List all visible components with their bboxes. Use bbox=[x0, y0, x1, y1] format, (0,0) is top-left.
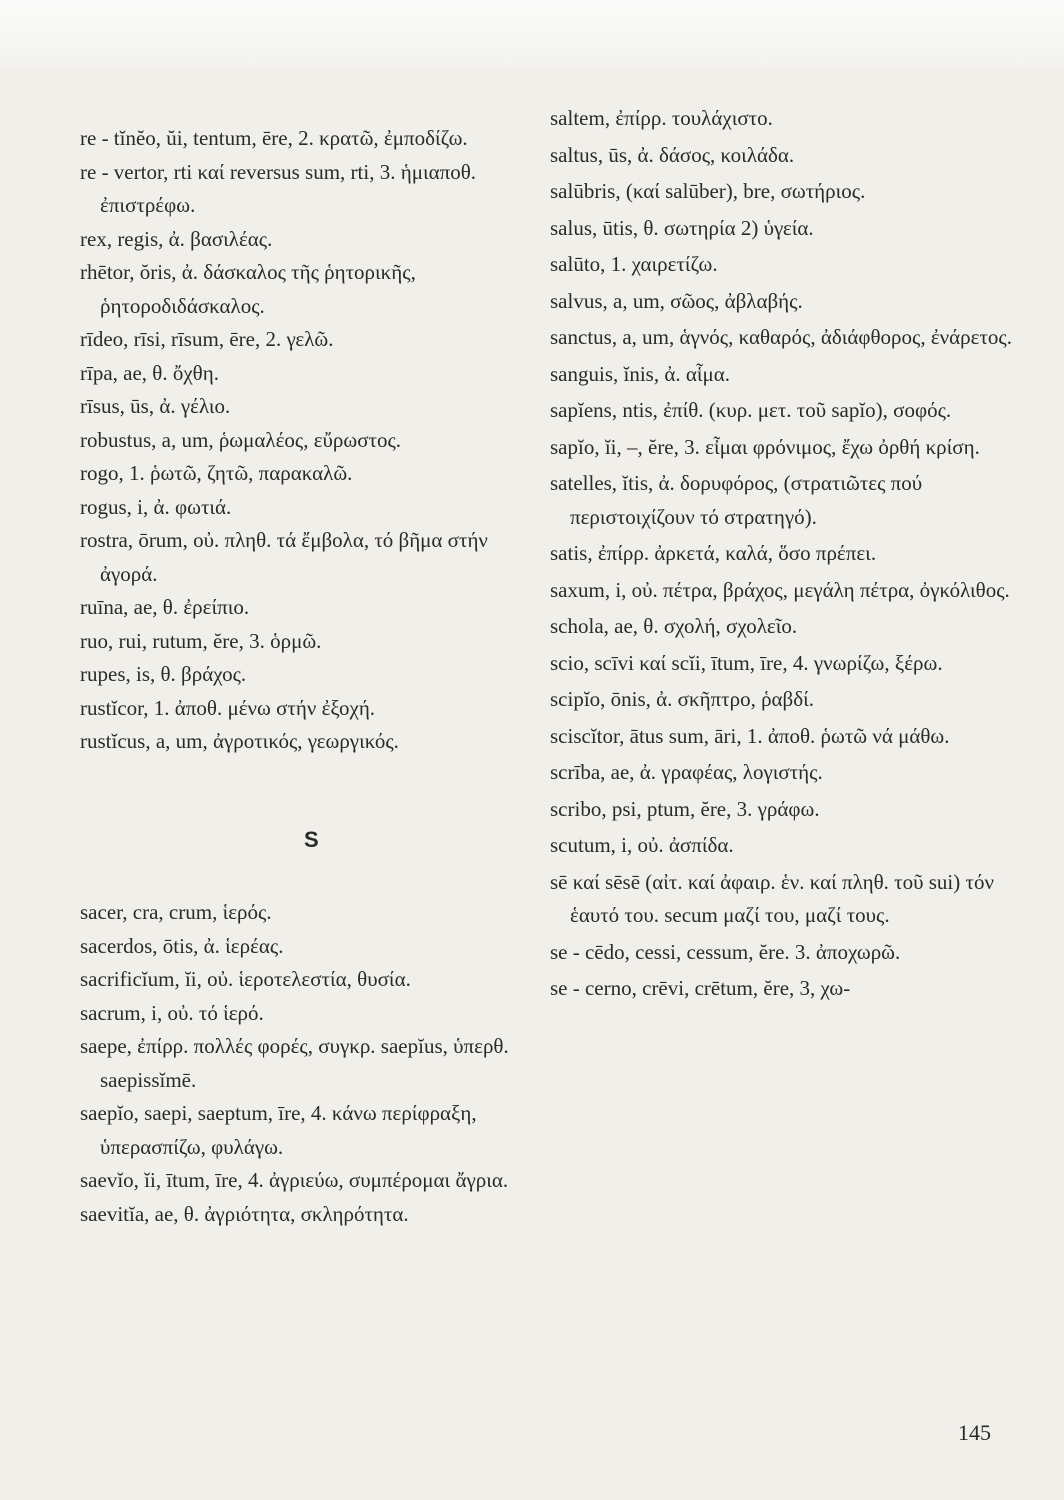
dictionary-entry: sacer, cra, crum, ἱερός. bbox=[80, 900, 272, 924]
dictionary-entry: scrība, ae, ἀ. γραφέας, λογιστής. bbox=[550, 760, 823, 784]
dictionary-entry: sacrum, i, οὐ. τό ἱερό. bbox=[80, 1000, 264, 1025]
dictionary-entry: sciscĭtor, ātus sum, āri, 1. ἀποθ. ῥωτῶ νά μάθω. bbox=[550, 723, 950, 748]
dictionary-entry: rīpa, ae, θ. ὄχθη. bbox=[80, 360, 219, 385]
dictionary-entry: salūbris, (καί salūber), bre, σωτήριος. bbox=[550, 179, 866, 203]
dictionary-entry: ruo, rui, rutum, ĕre, 3. ὁρμῶ. bbox=[80, 628, 322, 653]
dictionary-entry: se - cerno, crēvi, crētum, ĕre, 3, χω- bbox=[550, 976, 851, 1000]
right-column bbox=[550, 0, 1020, 1009]
dictionary-entry: saepe, ἐπίρρ. πολλές φορές, συγκρ. saepĭus, ὑπερθ. saepissĭmē. bbox=[80, 1034, 509, 1092]
dictionary-entry: saltem, ἐπίρρ. τουλάχιστο. bbox=[550, 106, 773, 130]
dictionary-entry: rhētor, ŏris, ἀ. δάσκαλος τῆς ῥητορικῆς, ῥητοροδιδάσκαλος. bbox=[80, 260, 416, 318]
dictionary-entry: saevĭo, ĭi, ītum, īre, 4. ἀγριεύω, συμπέρομαι ἄγρια. bbox=[80, 1168, 509, 1192]
left-column bbox=[80, 0, 550, 1231]
dictionary-entry: rustĭcor, 1. ἀποθ. μένω στήν ἐξοχή. bbox=[80, 695, 376, 720]
dictionary-entry: satelles, ĭtis, ἀ. δορυφόρος, (στρατιῶτες πού περιστοιχίζουν τό στρατηγό). bbox=[550, 471, 923, 529]
dictionary-entry: salus, ūtis, θ. σωτηρία 2) ὑγεία. bbox=[550, 215, 814, 240]
dictionary-entry: sacrificĭum, ĭi, οὐ. ἱεροτελεστία, θυσία. bbox=[80, 967, 411, 991]
dictionary-entry: scio, scīvi καί scĭi, ītum, īre, 4. γνωρίζω, ξέρω. bbox=[550, 650, 943, 675]
dictionary-entry: saxum, i, οὐ. πέτρα, βράχος, μεγάλη πέτρα, ὀγκόλιθος. bbox=[550, 577, 1010, 602]
dictionary-entry: re - tĭnĕo, ŭi, tentum, ēre, 2. κρατῶ, ἐμποδίζω. bbox=[80, 126, 468, 150]
dictionary-entry: scipĭo, ōnis, ἀ. σκῆπτρο, ῥαβδί. bbox=[550, 687, 815, 711]
dictionary-entry: rostra, ōrum, οὐ. πληθ. τά ἔμβολα, τό βῆμα στήν ἀγορά. bbox=[80, 528, 488, 586]
dictionary-entry: scutum, i, οὐ. ἀσπίδα. bbox=[550, 833, 734, 857]
dictionary-entry: rustĭcus, a, um, ἀγροτικός, γεωργικός. bbox=[80, 729, 399, 753]
dictionary-entry: sapĭens, ntis, ἐπίθ. (κυρ. μετ. τοῦ sapĭo), σοφός. bbox=[550, 398, 952, 422]
dictionary-entry: rupes, is, θ. βράχος. bbox=[80, 662, 247, 686]
dictionary-entry: rīsus, ūs, ἀ. γέλιο. bbox=[80, 394, 231, 418]
dictionary-entry: scribo, psi, ptum, ĕre, 3. γράφω. bbox=[550, 796, 820, 821]
dictionary-entry: rīdeo, rīsi, rīsum, ēre, 2. γελῶ. bbox=[80, 327, 334, 351]
dictionary-entry: saepĭo, saepi, saeptum, īre, 4. κάνω περίφραξη, ὑπερασπίζω, φυλάγω. bbox=[80, 1101, 477, 1159]
page-number: 145 bbox=[958, 1420, 991, 1445]
dictionary-entry: rogo, 1. ῥωτῶ, ζητῶ, παρακαλῶ. bbox=[80, 461, 353, 485]
dictionary-entry: se - cēdo, cessi, cessum, ĕre. 3. ἀποχωρῶ. bbox=[550, 939, 901, 964]
dictionary-entry: robustus, a, um, ῥωμαλέος, εὔρωστος. bbox=[80, 427, 402, 452]
dictionary-entry: sacerdos, ōtis, ἀ. ἱερέας. bbox=[80, 933, 284, 958]
dictionary-entry: sanguis, ĭnis, ἀ. αἷμα. bbox=[550, 361, 731, 386]
dictionary-entry: rex, regis, ἀ. βασιλέας. bbox=[80, 226, 273, 251]
dictionary-entry: salūto, 1. χαιρετίζω. bbox=[550, 252, 718, 276]
dictionary-entry: sapĭo, ĭi, –, ĕre, 3. εἶμαι φρόνιμος, ἔχω ὀρθή κρίση. bbox=[550, 434, 980, 459]
section-letter-heading: S bbox=[304, 826, 319, 852]
dictionary-entry: ruīna, ae, θ. ἐρείπιο. bbox=[80, 595, 250, 619]
dictionary-entry: sē καί sēsē (αἰτ. καί ἀφαιρ. ἑν. καί πληθ. τοῦ sui) τόν ἑαυτό του. secum μαζί του, μαζί τους. bbox=[550, 869, 994, 927]
dictionary-entry: satis, ἐπίρρ. ἀρκετά, καλά, ὅσο πρέπει. bbox=[550, 541, 877, 565]
dictionary-entry: saltus, ūs, ἀ. δάσος, κοιλάδα. bbox=[550, 142, 795, 167]
dictionary-entry: rogus, i, ἀ. φωτιά. bbox=[80, 494, 232, 519]
dictionary-entry: re - vertor, rti καί reversus sum, rti, 3. ἡμιαποθ. ἐπιστρέφω. bbox=[80, 159, 477, 217]
dictionary-entry: sanctus, a, um, ἁγνός, καθαρός, ἀδιάφθορος, ἐνάρετος. bbox=[550, 325, 1012, 349]
dictionary-entry: salvus, a, um, σῶος, ἀβλαβής. bbox=[550, 288, 803, 313]
dictionary-entry: schola, ae, θ. σχολή, σχολεῖο. bbox=[550, 614, 798, 638]
dictionary-entry: saevitĭa, ae, θ. ἀγριότητα, σκληρότητα. bbox=[80, 1201, 409, 1226]
